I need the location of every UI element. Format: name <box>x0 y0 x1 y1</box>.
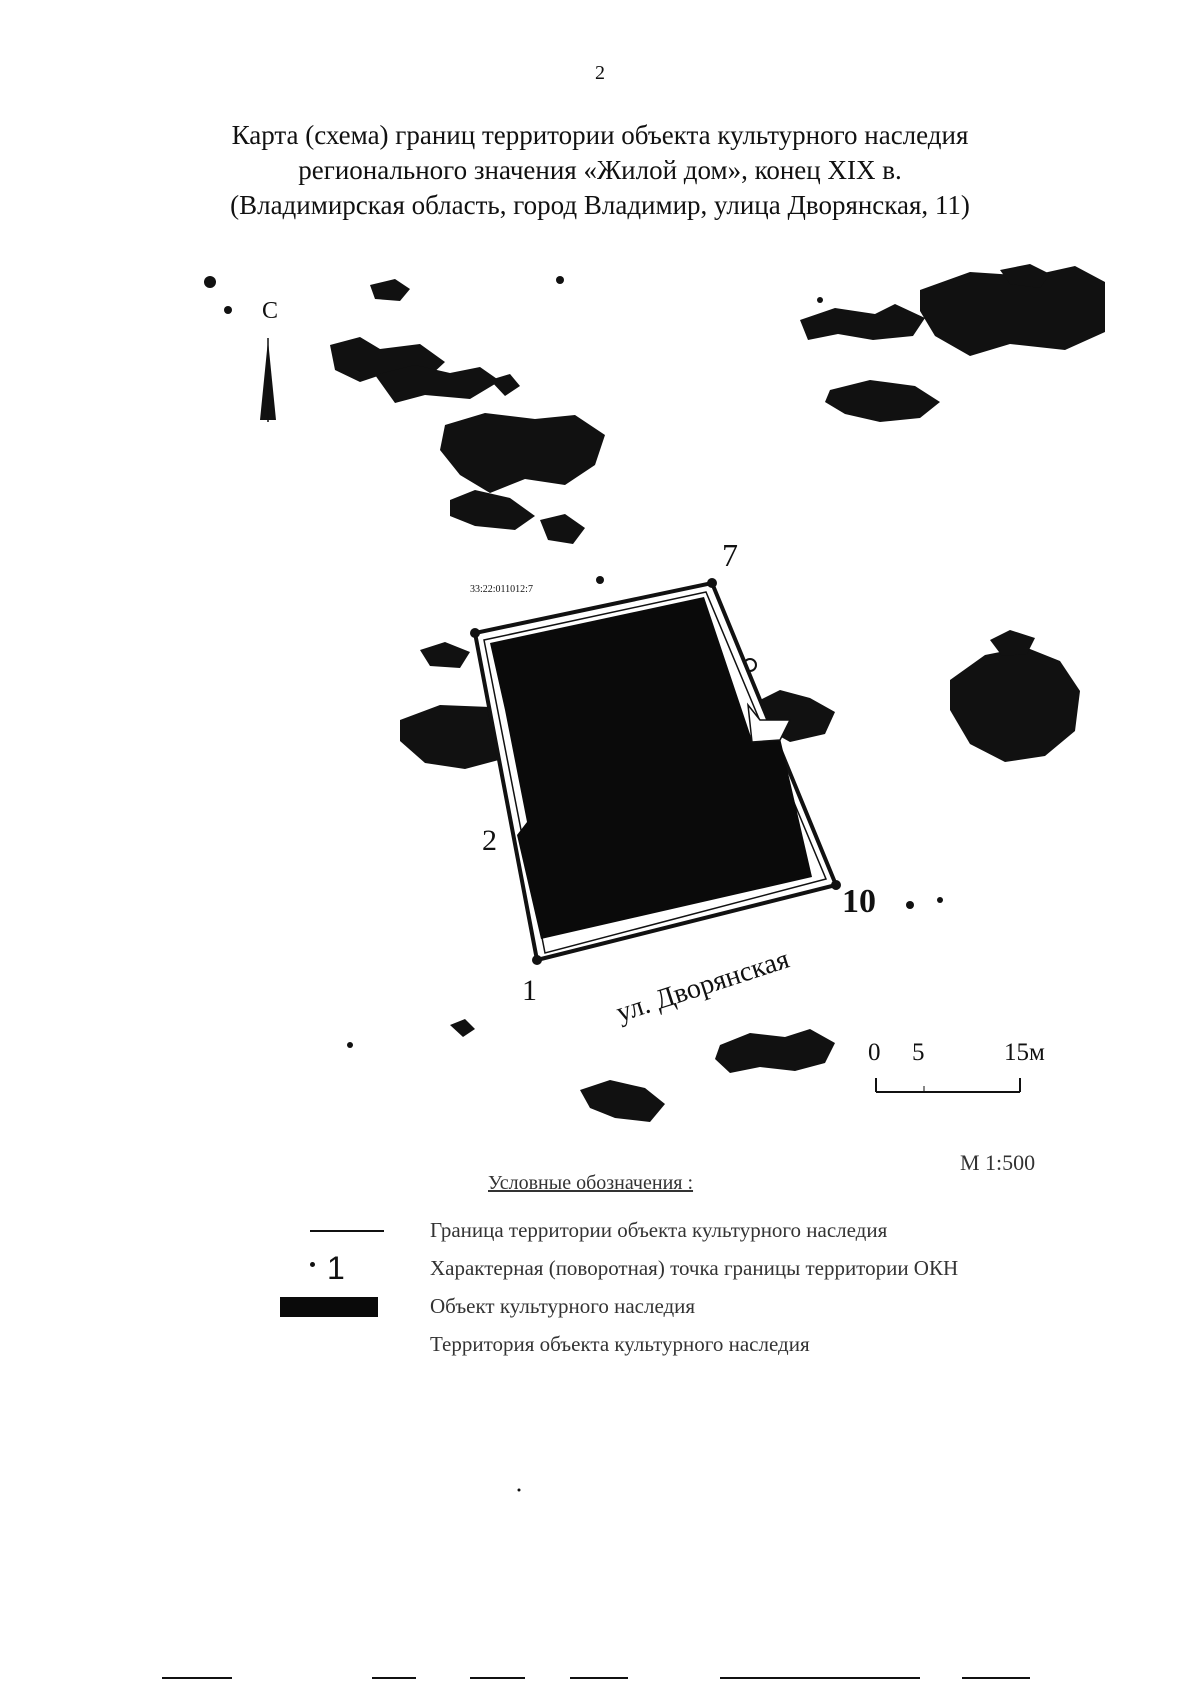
legend-item-territory <box>0 1328 1200 1362</box>
tree-cluster <box>450 1019 835 1122</box>
tree-cluster <box>330 279 520 403</box>
heritage-building <box>490 597 812 939</box>
legend-text: Граница территории объекта культурного наследия <box>430 1218 888 1242</box>
boundary-point-7 <box>707 578 717 588</box>
page-number: 2 <box>595 62 605 84</box>
legend-symbol-none <box>270 1328 400 1362</box>
tree-cluster <box>440 413 605 544</box>
boundary-point-10 <box>831 880 841 890</box>
boundary-point-1 <box>532 955 542 965</box>
legend-item-point <box>0 1252 1200 1286</box>
legend-item-boundary <box>0 1214 1200 1248</box>
street-label: ул. Дворянская <box>612 943 794 1029</box>
title-line-1: Карта (схема) границ территории объекта культурного наследия <box>231 120 969 150</box>
tree-cluster <box>800 264 1105 422</box>
legend-item-object <box>0 1290 1200 1324</box>
legend-symbol-boundary-line <box>270 1214 400 1248</box>
scale-tick-5: 5 <box>912 1039 925 1066</box>
title-line-2: регионального значения «Жилой дом», конец XIX в. <box>298 155 902 185</box>
scale-tick-15: 15м <box>1004 1039 1045 1066</box>
legend-symbol-point: 1 <box>270 1252 400 1286</box>
north-arrow <box>260 298 278 422</box>
point-label-7: 7 <box>722 537 738 573</box>
point-label-10: 10 <box>842 883 876 920</box>
legend-symbol-black-block <box>270 1290 400 1324</box>
point-dot-icon <box>310 1262 315 1267</box>
point-label-2: 2 <box>482 824 497 857</box>
north-label: С <box>262 298 279 324</box>
scale-bar <box>868 1039 1045 1092</box>
cadastral-number: 33:22:011012:7 <box>470 584 533 595</box>
scale-ratio: М 1:500 <box>960 1150 1036 1175</box>
legend-text: Характерная (поворотная) точка границы территории ОКН <box>430 1256 959 1280</box>
legend-text: Объект культурного наследия <box>430 1294 696 1318</box>
tree-cluster <box>950 630 1080 762</box>
scale-tick-0: 0 <box>868 1039 881 1066</box>
legend-title: Условные обозначения : <box>488 1172 694 1194</box>
legend-text: Территория объекта культурного наследия <box>430 1332 810 1356</box>
title-line-3: (Владимирская область, город Владимир, улица Дворянская, 11) <box>230 190 970 220</box>
point-label-1: 1 <box>522 974 537 1007</box>
